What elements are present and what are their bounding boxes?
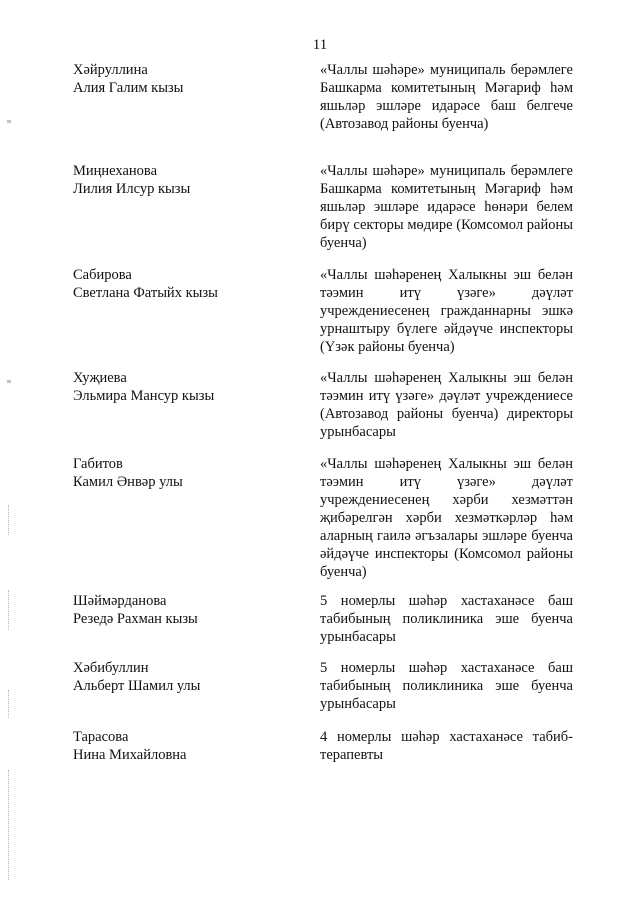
scan-margin-mark	[7, 120, 11, 123]
person-name	[73, 61, 293, 97]
surname: Сабирова	[73, 267, 132, 283]
surname: Хәйруллина	[73, 62, 148, 78]
position-description: «Чаллы шәһәренең Халыкны эш белән тәэмин итү үзәге» дәүләт учреждениесенең хәрби хезмәттән җибәрелгән хәрби хезмәткәрләр һәм аларның гаилә әгъзалары эшләре буенча әйдәүче инспекторы (Комсомол районы буенча)	[320, 456, 573, 580]
surname: Тарасова	[73, 729, 129, 745]
position-description: «Чаллы шәһәренең Халыкны эш белән тәэмин итү үзәге» дәүләт учреждениесенең гражданнарны эшкә урнаштыру бүлеге әйдәүче инспекторы (Үзәк районы буенча)	[320, 267, 573, 355]
scan-margin-dots	[8, 690, 12, 718]
position-description: 4 номерлы шәһәр хастаханәсе табибтерапевты	[320, 729, 573, 763]
person-name	[73, 728, 293, 764]
scan-margin-dots	[8, 505, 12, 535]
person-name	[73, 659, 293, 695]
scan-margin-dots	[8, 590, 12, 630]
given-name: Резедә Рахман кызы	[73, 611, 198, 627]
person-name	[73, 369, 293, 405]
given-name: Лилия Илсур кызы	[73, 181, 191, 197]
position-description: «Чаллы шәһәре» муниципаль берәмлеге Башкарма комитетының Мәгариф һәм яшьләр эшләре идарәсе һөнәри белем бирү секторы мөдире (Комсомол районы буенча)	[320, 163, 573, 251]
position-description: 5 номерлы шәһәр хастаханәсе баш табибының поликлиника эше буенча урынбасары	[320, 660, 573, 712]
given-name: Альберт Шамил улы	[73, 678, 201, 694]
scan-margin-dots	[8, 770, 12, 880]
position-description: «Чаллы шәһәренең Халыкны эш белән тәэмин итү үзәге» дәүләт учреждениесе (Автозавод районы буенча) директоры урынбасары	[320, 370, 573, 440]
position-description: 5 номерлы шәһәр хастаханәсе баш табибының поликлиника эше буенча урынбасары	[320, 593, 573, 645]
person-name	[73, 162, 293, 198]
surname: Габитов	[73, 456, 123, 472]
given-name: Светлана Фатыйх кызы	[73, 285, 218, 301]
surname: Миңнеханова	[73, 163, 158, 179]
given-name: Эльмира Мансур кызы	[73, 388, 215, 404]
position-description: «Чаллы шәһәре» муниципаль берәмлеге Башкарма комитетының Мәгариф һәм яшьләр эшләре идарәсе баш белгече (Автозавод районы буенча)	[320, 62, 573, 132]
given-name: Алия Галим кызы	[73, 80, 184, 96]
scan-margin-mark	[7, 380, 11, 383]
surname: Хуҗиева	[73, 370, 127, 386]
person-name	[73, 455, 293, 491]
person-name	[73, 592, 293, 628]
given-name: Нина Михайловна	[73, 747, 187, 763]
given-name: Камил Әнвәр улы	[73, 474, 183, 490]
page-number: 11	[312, 37, 328, 53]
surname: Хәбибуллин	[73, 660, 149, 676]
person-name	[73, 266, 293, 302]
surname: Шәймәрданова	[73, 593, 167, 609]
